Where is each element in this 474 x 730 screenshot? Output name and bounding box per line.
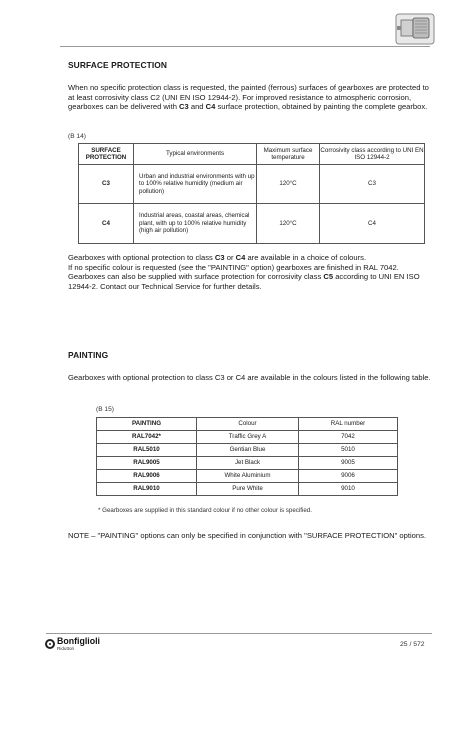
header-typical-environments: Typical environments [134,144,257,165]
cell-max-temp: 120°C [257,204,320,244]
brand-subtitle: Riduttori [57,646,75,651]
text-run: When no specific protection class is requested, the painted (ferrous) surfaces of gearboxes are protected to at least corrosivity class C2 (UNI EN ISO 12944-2). For improved resistance to atmospheric corrosion, gearboxes can be delivered with [68,83,429,112]
cell-ral: 9005 [299,457,398,470]
painting-intro: Gearboxes with optional protection to class C3 or C4 are available in the colours listed in the following table. [68,373,431,382]
table-label-b15: (B 15) [96,406,114,413]
table-header-row [97,418,398,431]
painting-table [96,417,398,496]
table-row [97,444,398,457]
cell-max-temp: 120°C [257,165,320,204]
text-run: according to UNI EN ISO 12944-2. Contact our Technical Service for further details. [68,272,420,291]
bold-text-run: C5 [323,272,334,282]
bold-text-run: C3 [179,102,189,112]
cell-colour: Gentian Blue [197,444,299,457]
header-max-temperature: Maximum surface temperature [257,144,320,165]
cell-ral: 7042 [299,431,398,444]
text-run: are available in a choice of colours. [245,253,367,262]
bold-text-run: C4 [235,253,246,262]
table-row [79,165,425,204]
table-header-row [79,144,425,165]
cell-colour: Pure White [197,483,299,496]
cell-ral: 9010 [299,483,398,496]
header-colour: Colour [197,418,299,431]
table-row [97,470,398,483]
gearbox-motor-icon [395,8,435,48]
painting-note: NOTE – "PAINTING" options can only be specified in conjunction with "SURFACE PROTECTION" options. [68,531,426,540]
table-row [79,204,425,244]
text-run: and [188,102,206,112]
text-run: If no specific colour is requested (see the "PAINTING" option) gearboxes are finished in RAL 7042. Gearboxes can also be supplied with surface protection for corrosivity class [68,262,399,282]
cell-colour: Traffic Grey A [197,431,299,444]
cell-corrosivity: C4 [320,204,425,244]
section-title-painting: PAINTING [68,350,109,360]
text-run: surface protection, obtained by painting the complete gearbox. [215,102,428,112]
cell-painting: RAL9006 [97,470,197,483]
header-corrosivity-class: Corrosivity class according to UNI EN ISO 12944-2 [320,144,425,165]
bold-text-run: C3 [214,253,225,262]
painting-footnote: * Gearboxes are supplied in this standard colour if no other colour is specified. [98,507,312,514]
table-row [97,457,398,470]
cell-environments: Urban and industrial environments with up to 100% relative humidity (medium air pollution) [134,165,257,204]
header-painting: PAINTING [97,418,197,431]
surface-protection-intro [68,83,433,112]
page-number: 25 / 572 [400,641,425,648]
cell-painting: RAL7042* [97,431,197,444]
surface-protection-colour-note [68,253,433,291]
table-row [97,431,398,444]
cell-painting: RAL9010 [97,483,197,496]
cell-ral: 9006 [299,470,398,483]
cell-corrosivity: C3 [320,165,425,204]
text-run: Gearboxes with optional protection to class [68,253,215,262]
header-surface-protection: SURFACE PROTECTION [79,144,134,165]
brand-name: Bonfiglioli [57,636,100,646]
cell-class: C4 [79,204,134,244]
bonfiglioli-logo-icon [45,639,55,649]
table-label-b14: (B 14) [68,133,86,140]
cell-colour: White Aluminium [197,470,299,483]
cell-painting: RAL5010 [97,444,197,457]
cell-class: C3 [79,165,134,204]
surface-protection-table [78,143,425,244]
header-rule [60,46,430,47]
footer-rule [46,633,432,634]
cell-ral: 5010 [299,444,398,457]
text-run: or [224,253,236,262]
cell-painting: RAL9005 [97,457,197,470]
bonfiglioli-logo [45,637,100,651]
bold-text-run: C4 [205,102,216,112]
cell-environments: Industrial areas, coastal areas, chemical plant, with up to 100% relative humidity (high air pollution) [134,204,257,244]
table-row [97,483,398,496]
header-ral-number: RAL number [299,418,398,431]
section-title-surface-protection: SURFACE PROTECTION [68,60,168,70]
cell-colour: Jet Black [197,457,299,470]
